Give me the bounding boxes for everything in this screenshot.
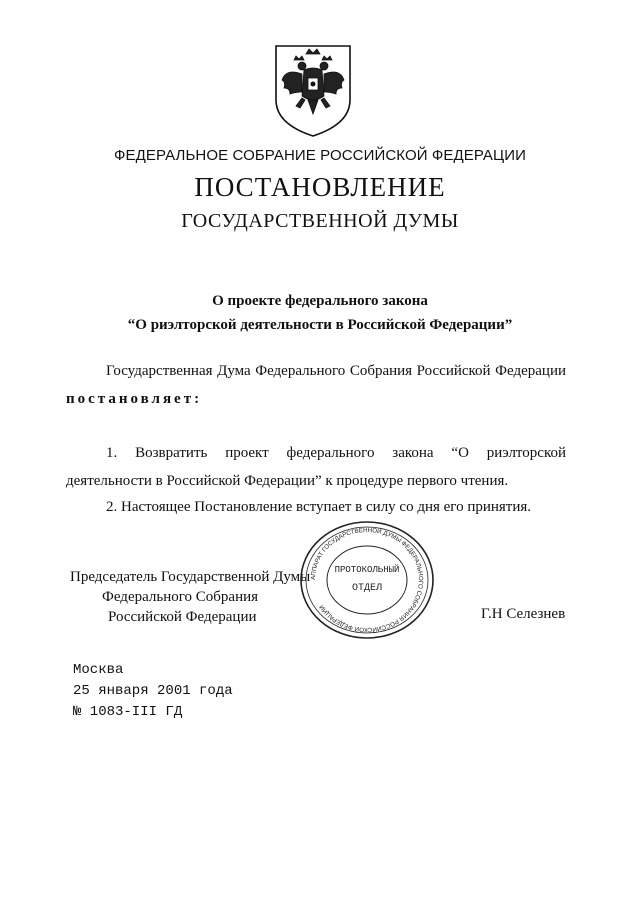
subject-line-2: “О риэлторской деятельности в Российской Федерации” xyxy=(127,317,513,333)
document-issuer: ГОСУДАРСТВЕННОЙ ДУМЫ xyxy=(181,210,459,232)
signatory-title-line-2: Федерального Собрания xyxy=(102,589,259,605)
date-of-signing: 25 января 2001 года xyxy=(73,683,233,699)
russian-coat-of-arms-icon xyxy=(268,40,358,140)
document-number: № 1083-III ГД xyxy=(73,704,183,720)
signatory-title-line-1: Председатель Государственной Думы xyxy=(70,569,311,585)
signatory-name: Г.Н Селезнев xyxy=(481,606,566,622)
stamp-ring-text: АППАРАТ ГОСУДАРСТВЕННОЙ ДУМЫ ФЕДЕРАЛЬНОГО СОБРАНИЯ РОССИЙСКОЙ ФЕДЕРАЦИИ xyxy=(309,526,425,634)
resolution-subject xyxy=(0,289,640,337)
stamp-center-line-1: ПРОТОКОЛЬНЫЙ xyxy=(334,565,400,575)
document-footer xyxy=(73,660,233,723)
stamp-center-line-2: ОТДЕЛ xyxy=(351,583,383,594)
resolution-item-2: 2. Настоящее Постановление вступает в силу со дня его принятия. xyxy=(106,499,532,515)
resolution-item-1: 1. Возвратить проект федерального закона “О риэлторской деятельности в Российской Федерации” к процедуре первого чтения. xyxy=(66,445,566,489)
official-stamp xyxy=(298,520,436,640)
place-of-signing: Москва xyxy=(73,662,124,678)
resolves-word: постановляет: xyxy=(66,391,203,407)
subject-line-1: О проекте федерального закона xyxy=(212,293,428,309)
signatory-title xyxy=(70,567,310,627)
parliament-name: ФЕДЕРАЛЬНОЕ СОБРАНИЕ РОССИЙСКОЙ ФЕДЕРАЦИИ xyxy=(114,147,526,164)
preamble-paragraph xyxy=(66,357,566,413)
document-type-title: ПОСТАНОВЛЕНИЕ xyxy=(194,172,446,202)
preamble-text: Государственная Дума Федерального Собрания Российской Федерации xyxy=(106,363,566,379)
signatory-title-line-3: Российской Федерации xyxy=(108,609,257,625)
